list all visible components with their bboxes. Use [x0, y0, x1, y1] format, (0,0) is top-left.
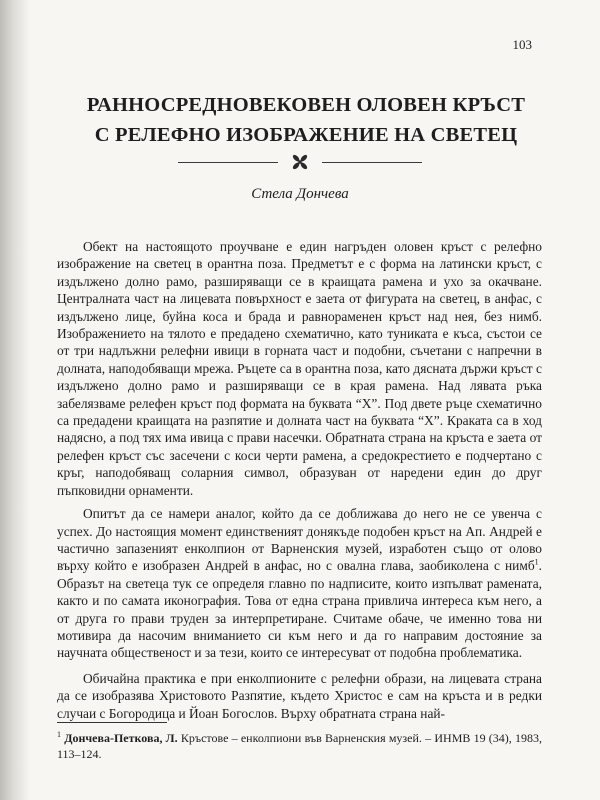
article-body — [57, 238, 542, 728]
footnote-divider — [57, 722, 167, 723]
title-ornament — [0, 152, 600, 172]
footnote-reference[interactable]: 1 — [534, 557, 539, 567]
title-line-1: РАННОСРЕДНОВЕКОВЕН ОЛОВЕН КРЪСТ — [86, 94, 526, 116]
paragraph-2-rest: . Образът на светеца тук се определя главно по надписите, които изпълват рамената, както и по самата иконография. Това от една страна привлича интереса към него, а от друга го прави труден за интерпретиране. Считаме обаче, че именно това ни мотивира да насочим вниманието си към него и да го направим достояние за научната общественост и за тези, които се интересуват от подобна проблематика. — [57, 558, 542, 661]
title-line-2: С РЕЛЕФНО ИЗОБРАЖЕНИЕ НА СВЕТЕЦ — [94, 124, 518, 146]
floral-cross-ornament-icon — [290, 152, 310, 172]
page-number: 103 — [512, 37, 532, 52]
paragraph-2 — [57, 505, 542, 662]
paragraph-3: Обичайна практика е при енколпионите с релефни образи, на лицевата страна да се изобразява Христовото Разпятие, където Христос е сам на кръста и в редки случаи с Богородица и Йоан Богослов. Върху обратната страна най- — [57, 670, 542, 721]
footnote-author: Дончева-Петкова, Л. — [64, 731, 178, 745]
footnote — [57, 730, 542, 762]
paragraph-1: Обект на настоящото проучване е един нагръден оловен кръст с релефно изображение на светец в орантна поза. Предметът е с форма на латински кръст, с издължено долно рамо, разширяващи се в краищата рамена и ухо за окачване. Централната част на лицевата повърхност е заета от фигурата на светец, в анфас, с издължено лице, буйна коса и брада и равнораменен кръст над нея, без нимб. Изображението на тялото е предадено схематично, като туниката е къса, състои се от три надлъжни релефни ивици в горната част и подобни, съчетани с напречни в долната, наподобяващи мрежа. Ръцете са в орантна поза, като дясната държи кръст с издължено долно рамо и разширяващи се в края рамена. Над лявата ръка забелязваме релефен кръст под формата на буквата “Х”. Под двете ръце схематично са предадени краищата на разпятие и долната част на буквата “Х”. Краката са в ход надясно, а под тях има ивица с прави насечки. Обратната страна на кръста е заета от релефен кръст със засечени с коси черти рамена, а средокрестието е подчертано с кръг, наподобяващ соларния символ, образуван от наредени един до друг пъпковидни орнаменти. — [57, 239, 542, 498]
article-author: Стела Дончева — [251, 186, 349, 202]
ornament-rule-left — [178, 162, 278, 163]
ornament-rule-right — [322, 162, 422, 163]
footnote-number: 1 — [57, 730, 61, 739]
paragraph-2-start: Опитът да се намери аналог, който да се доближава до него не се увенча с успех. До настоящия момент единственият донякъде подобен кръст на Ап. Андрей е частично запазеният енколпион от Варненския музей, изработен също от олово върху който е изобразен Андрей в анфас, но с овална глава, заобиколена с нимб — [57, 506, 542, 574]
footnote-text: Кръстове – енколпиони във Варненския музей. – ИНМВ 19 (34), 1983, 113–124. — [57, 731, 543, 761]
article-title — [40, 90, 572, 150]
page-binding-shadow — [0, 0, 30, 800]
